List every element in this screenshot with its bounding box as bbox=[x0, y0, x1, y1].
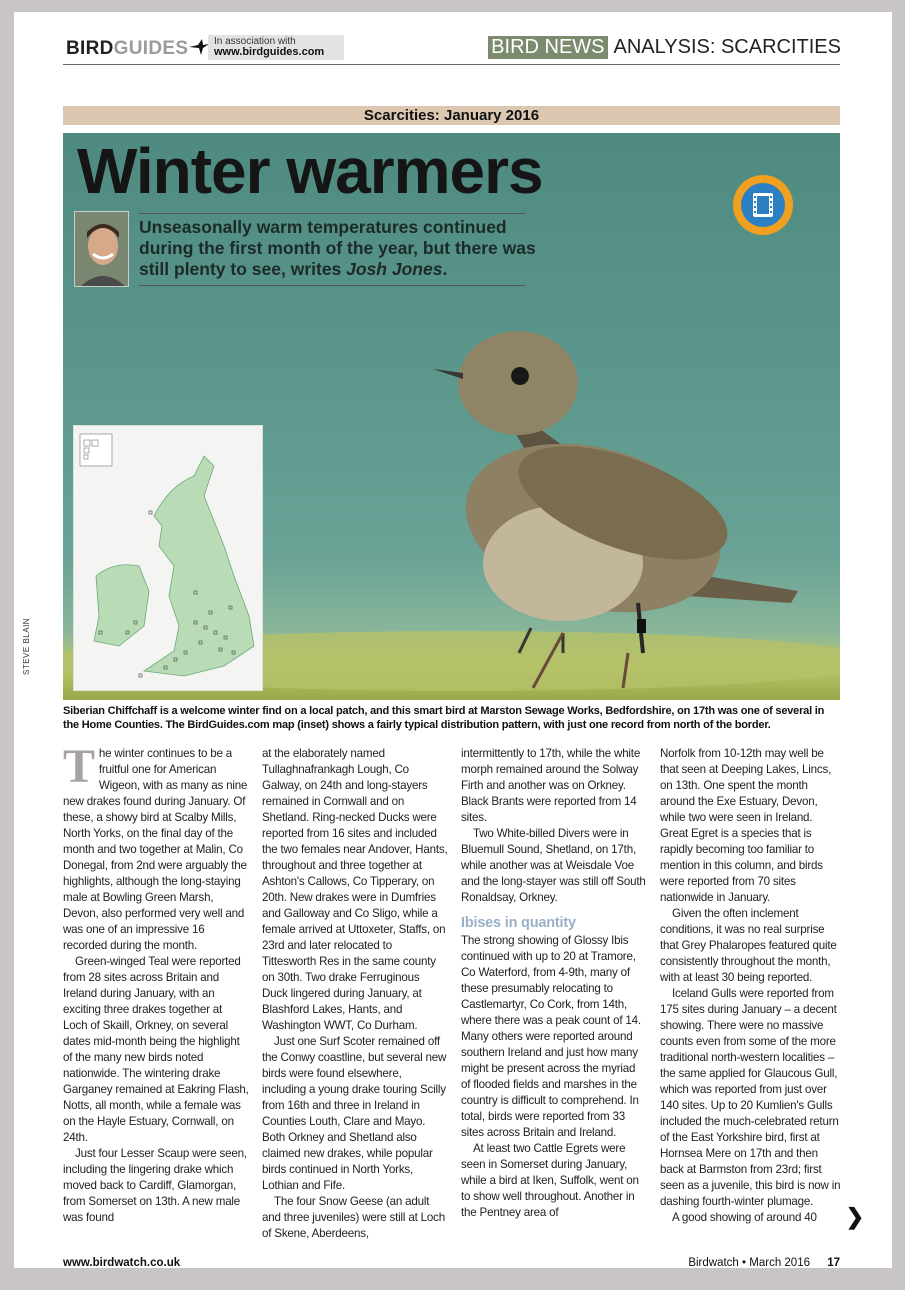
section-title: ANALYSIS: SCARCITIES bbox=[613, 36, 841, 58]
paragraph: Green-winged Teal were reported from 28 sites across Britain and Ireland during January, with an exciting three drakes together at Loch of Skaill, Orkney, on several dates mid-month being the highlight of the many new birds noted nationwide. The wintering drake Garganey remained at Eakring Flash, Notts, all month, while a female was on the Hayle Estuary, Cornwall, on 24th. bbox=[63, 955, 249, 1144]
kicker-bold: Scarcities: bbox=[363, 107, 440, 124]
paragraph: intermittently to 17th, while the white morph remained around the Solway Firth and another was on Orkney. Black Brants were reported from 14 sites. bbox=[461, 747, 641, 824]
standfirst-text: Unseasonally warm temperatures continued during the first month of the year, but there was still plenty to see, writes bbox=[139, 217, 536, 279]
standfirst-period: . bbox=[442, 259, 448, 279]
page-number: 17 bbox=[827, 1257, 840, 1269]
standfirst bbox=[139, 217, 539, 280]
paragraph: Just one Surf Scoter remained off the Conwy coastline, but several new birds were found elsewhere, including a young drake touring Scilly from 16th and three in Ireland in Counties Louth, Clare and Mayo. Both Orkney and Shetland also claimed new drakes, while popular birds continued in North Yorks, Lothian and Fife. bbox=[262, 1035, 447, 1192]
footer-issue: March 2016 bbox=[749, 1257, 810, 1269]
header-divider bbox=[63, 64, 840, 65]
article-flow bbox=[63, 704, 864, 1290]
assoc-label: In association with bbox=[214, 36, 296, 47]
paragraph: At least two Cattle Egrets were seen in Somerset during January, while a bird at Iken, Suffolk, went on to show well throughout. Another in the Pentney area of bbox=[461, 1142, 639, 1219]
continue-arrow-icon[interactable]: ❯ bbox=[845, 1204, 864, 1229]
paragraph: Norfolk from 10-12th may well be that seen at Deeping Lakes, Lincs, on 13th. One spent the month around the Exe Estuary, Devon, while two were seen in Ireland. Great Egret is a species that is rapidly becoming too familiar to mention in this column, and birds were reported from 70 sites nationwide in January. bbox=[660, 747, 832, 904]
kicker-date: January 2016 bbox=[439, 107, 540, 124]
drop-cap: T bbox=[63, 740, 95, 793]
standfirst-rule-bottom bbox=[139, 285, 525, 286]
paragraph: Two White-billed Divers were in Bluemull Sound, Shetland, on 17th, while another was at Weisdale Voe and the long-stayer was still off South Ronaldsay, Orkney. bbox=[461, 827, 646, 904]
subheading: Ibises in quantity bbox=[461, 915, 576, 931]
article-column-4 bbox=[660, 746, 864, 1229]
section-tag: BIRD NEWS bbox=[488, 36, 607, 59]
paragraph: at the elaborately named Tullaghnafrankagh Lough, Co Galway, on 24th and long-stayers remained in Cornwall and on Shetland. Ring-necked Ducks were reported from 16 sites and included the two females near Andover, Hants, throughout and three together at Ashton's Callows, Co Tipperary, on 20th. New drakes were in Dumfries and Galloway and Co Sligo, while a female arrived at Uttoxeter, Staffs, on 23rd and later relocated to Tittesworth Res in the same county on 30th. Two drake Ferruginous Duck lingered during January, at Blashford Lakes, Hants, and Washington WWT, Co Durham. bbox=[262, 747, 448, 1032]
birdguides-logo[interactable] bbox=[66, 38, 210, 60]
section-header bbox=[488, 36, 841, 59]
paragraph: Given the often inclement conditions, it was no real surprise that Grey Phalaropes featured quite consistently throughout the month, with at least 30 being reported. bbox=[660, 907, 837, 984]
paragraph: A good showing of around 40 bbox=[672, 1211, 817, 1224]
article-column-1 bbox=[63, 740, 249, 1226]
hero-photo bbox=[63, 133, 840, 700]
distribution-map-inset bbox=[73, 425, 263, 691]
paragraph: he winter continues to be a fruitful one for American Wigeon, with as many as nine new drakes found during January. Of these, a showy bird at Scalby Mills, North Yorks, on the final day of the month and two together at Malin, Co Donegal, from 2nd were arguably the highlights, although the long-staying male at Bowling Green Marsh, Devon, also performed very well and was one of an impressive 16 recorded during the month. bbox=[63, 747, 248, 952]
article-column-3 bbox=[461, 746, 647, 1221]
footer bbox=[63, 1256, 840, 1290]
bird-silhouette-icon bbox=[188, 38, 210, 56]
article-column-2 bbox=[262, 746, 448, 1242]
standfirst-rule-top bbox=[139, 213, 525, 214]
article-body bbox=[63, 740, 864, 1242]
video-film-icon[interactable] bbox=[733, 175, 793, 235]
author-photo bbox=[74, 211, 129, 287]
footer-magazine: Birdwatch bbox=[688, 1257, 739, 1269]
author-name: Josh Jones bbox=[346, 259, 443, 279]
article-title: Winter warmers bbox=[77, 135, 543, 207]
logo-light: GUIDES bbox=[113, 38, 189, 59]
footer-folio bbox=[688, 1256, 840, 1270]
assoc-url-link[interactable]: www.birdguides.com bbox=[214, 46, 325, 58]
photo-caption: Siberian Chiffchaff is a welcome winter find on a local patch, and this smart bird at Marston Sewage Works, Bedfordshire, on 17th was one of several in the Home Counties. The BirdGuides.com map (inset) shows a fairly typical distribution pattern, with just one record from north of the border. bbox=[63, 705, 825, 731]
association-box bbox=[208, 35, 344, 60]
logo-bold: BIRD bbox=[66, 38, 114, 59]
paragraph: The four Snow Geese (an adult and three juveniles) were still at Loch of Skene, Aberdeens, bbox=[262, 1195, 445, 1240]
paragraph: Just four Lesser Scaup were seen, including the lingering drake which moved back to Cardiff, Glamorgan, from Somerset on 13th. A new male was found bbox=[63, 1147, 247, 1224]
paragraph: The strong showing of Glossy Ibis continued with up to 20 at Tramore, Co Waterford, from 4-9th, many of these presumably relocating to Castlemartyr, Co Cork, from 14th, where there was a peak count of 14. Many others were reported around southern Ireland and just how many might be present across the myriad of flooded fields and marshes in the country is difficult to comprehend. In total, birds were reported from 33 sites across Britain and Ireland. bbox=[461, 934, 641, 1139]
article-kicker bbox=[63, 106, 840, 125]
paragraph: Iceland Gulls were reported from 175 sites during January – a decent showing. There were no massive counts even from some of the more traditional north-western localities – the same applied for Glaucous Gull, which was reported from just over 140 sites. Up to 20 Kumlien's Gulls included the much-celebrated return of the East Yorkshire bird, first at Hornsea Mere on 17th and then back at Barmston from 23rd; first seen as a juvenile, this bird is now in dashing fourth-winter plumage. bbox=[660, 987, 841, 1208]
footer-bullet: • bbox=[742, 1257, 747, 1269]
footer-url[interactable]: www.birdwatch.co.uk bbox=[63, 1257, 181, 1269]
photo-credit: STEVE BLAIN bbox=[22, 617, 31, 675]
